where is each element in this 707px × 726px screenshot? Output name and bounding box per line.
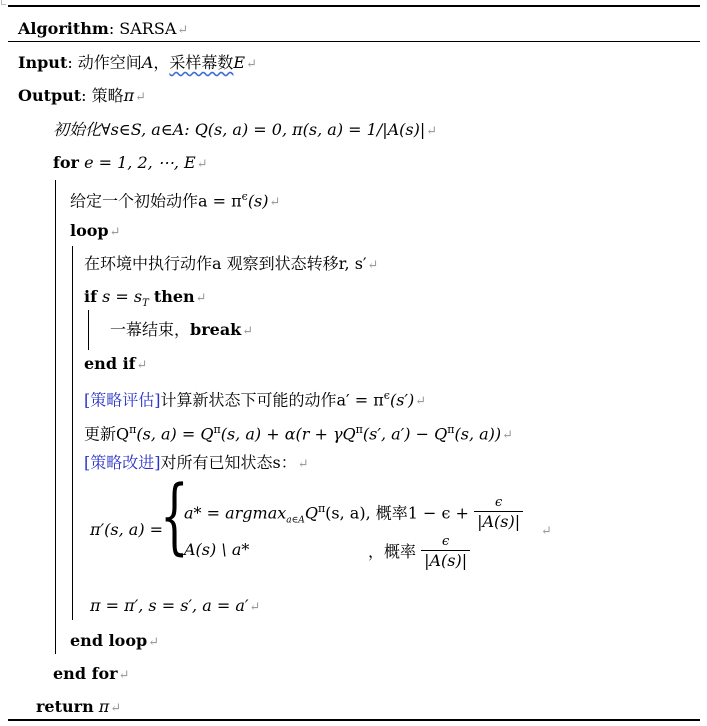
initial-action-tail: (s) [247, 191, 269, 211]
case1-expr: a* = argmax [184, 503, 287, 523]
output-text: : 策略 [81, 86, 124, 105]
output-var-pi: π [123, 86, 135, 105]
episode-end-line [110, 320, 253, 342]
init-line [53, 120, 437, 142]
update-sup4: π [447, 423, 455, 436]
loop-block-bar [72, 246, 73, 620]
input-sample-label: 采样幕数 [169, 53, 234, 72]
policy-lhs [90, 520, 163, 540]
algorithm-title [18, 19, 188, 41]
initial-action-line [70, 187, 280, 213]
for-line [53, 153, 208, 175]
assign-line [90, 596, 260, 618]
execute-text: 在环境中执行动作a 观察到状态转移r, s′ [84, 254, 367, 273]
corner-mark [1, 0, 6, 5]
policy-lhs-text: π′(s, a) = [90, 520, 164, 539]
initial-action-sup: ϵ [241, 190, 248, 203]
paragraph-mark: ↵ [136, 358, 148, 373]
top-rule [8, 5, 700, 7]
update-line [84, 420, 513, 446]
end-if-keyword: end if [84, 354, 136, 373]
paragraph-mark: ↵ [110, 701, 122, 716]
algorithm-label: Algorithm [18, 19, 109, 38]
paragraph-mark: ↵ [502, 428, 514, 444]
loop-keyword: loop [70, 221, 109, 240]
paragraph-mark: ↵ [297, 457, 309, 472]
break-keyword: break [190, 320, 242, 339]
case2-fraction [421, 534, 470, 571]
end-if-line [84, 354, 147, 376]
paragraph-mark: ↵ [177, 23, 189, 38]
update-sup3: π [355, 423, 363, 436]
if-keyword: if [84, 287, 97, 306]
improve-line [84, 453, 309, 475]
case2-expr: A(s) \ a* [184, 540, 250, 559]
paragraph-mark: ↵ [118, 668, 130, 683]
input-var-e: E [233, 53, 246, 72]
paragraph-mark: ↵ [426, 124, 438, 139]
eval-tail: (s′) [389, 390, 415, 410]
case-mark [540, 520, 552, 542]
if-block-bar [88, 310, 89, 350]
if-expression: s = s [102, 287, 143, 306]
end-loop-keyword: end loop [70, 631, 148, 650]
bottom-rule [8, 719, 700, 721]
eval-line [84, 386, 426, 412]
paragraph-mark: ↵ [367, 258, 379, 273]
improve-tag: [策略改进] [84, 453, 161, 472]
loop-line [70, 221, 121, 243]
eval-tag: [策略评估] [84, 390, 161, 410]
paragraph-mark: ↵ [135, 90, 147, 105]
input-prefix: : 动作空间 [67, 53, 142, 72]
case2-numerator: ϵ [441, 534, 450, 549]
case2-prob-line [368, 534, 470, 571]
case1-sup: π [317, 502, 326, 515]
paragraph-mark: ↵ [541, 524, 552, 539]
improve-text: 对所有已知状态s： [160, 453, 297, 472]
for-keyword: for [53, 153, 79, 172]
case2-denominator: |A(s)| [421, 550, 470, 571]
update-tail: (s, a)) [454, 424, 502, 444]
paragraph-mark: ↵ [249, 600, 261, 615]
output-line [18, 86, 146, 108]
input-var-a: A [141, 53, 154, 72]
algorithm-name: : SARSA [108, 19, 177, 38]
execute-line [84, 254, 378, 276]
paragraph-mark: ↵ [196, 157, 208, 172]
return-keyword: return [36, 697, 94, 716]
case1-numerator: ϵ [494, 495, 503, 511]
update-mid: (s, a) = Q [136, 424, 214, 444]
then-keyword: then [153, 287, 195, 306]
end-for-keyword: end for [53, 664, 118, 683]
if-sub: T [142, 298, 149, 310]
return-line [36, 697, 121, 719]
paragraph-mark: ↵ [109, 225, 121, 240]
case2-line [184, 540, 249, 560]
end-loop-line [70, 631, 159, 653]
paragraph-mark: ↵ [415, 394, 427, 410]
eval-sup: ϵ [383, 389, 390, 402]
paragraph-mark: ↵ [195, 291, 207, 306]
for-expression: e = 1, 2, ⋯, E [84, 153, 196, 172]
input-label: Input [18, 53, 68, 72]
case1-denominator: |A(s)| [474, 511, 523, 532]
for-block-bar [55, 180, 56, 654]
case1-fraction [474, 495, 523, 532]
initial-action-text: 给定一个初始动作a = π [70, 191, 242, 211]
case1-sub: a∈A [286, 515, 305, 526]
header-rule [8, 41, 700, 42]
eval-text: 计算新状态下可能的动作a′ = π [160, 390, 384, 410]
assign-text: π = π′, s = s′, a = a′ [90, 596, 249, 615]
paragraph-mark: ↵ [269, 195, 281, 211]
paragraph-mark: ↵ [148, 635, 160, 650]
paragraph-mark: ↵ [242, 324, 254, 339]
return-value: π [98, 697, 110, 716]
input-comma: ， [153, 53, 170, 72]
init-text: 初始化∀s∈S, a∈A: Q(s, a) = 0, π(s, a) = 1/|A(s)| [53, 120, 426, 139]
end-for-line [53, 664, 129, 686]
case1-line [184, 491, 523, 539]
update-sup2: π [213, 423, 221, 436]
episode-end-text: 一幕结束， [110, 320, 191, 339]
update-sup: π [129, 423, 137, 436]
update-mid2: (s, a) + α(r + γQ [220, 424, 356, 444]
paragraph-mark: ↵ [246, 57, 257, 72]
update-text: 更新Q [84, 424, 130, 444]
input-line [18, 53, 257, 75]
left-brace: { [160, 469, 189, 564]
update-mid3: (s′, a′) − Q [362, 424, 448, 444]
case1-tail: Q [304, 503, 318, 523]
if-line [84, 287, 207, 314]
case1-tail2: (s, a), 概率1 − ϵ + [325, 503, 469, 523]
output-label: Output [18, 86, 82, 105]
case2-prob: ，概率 [368, 542, 417, 561]
